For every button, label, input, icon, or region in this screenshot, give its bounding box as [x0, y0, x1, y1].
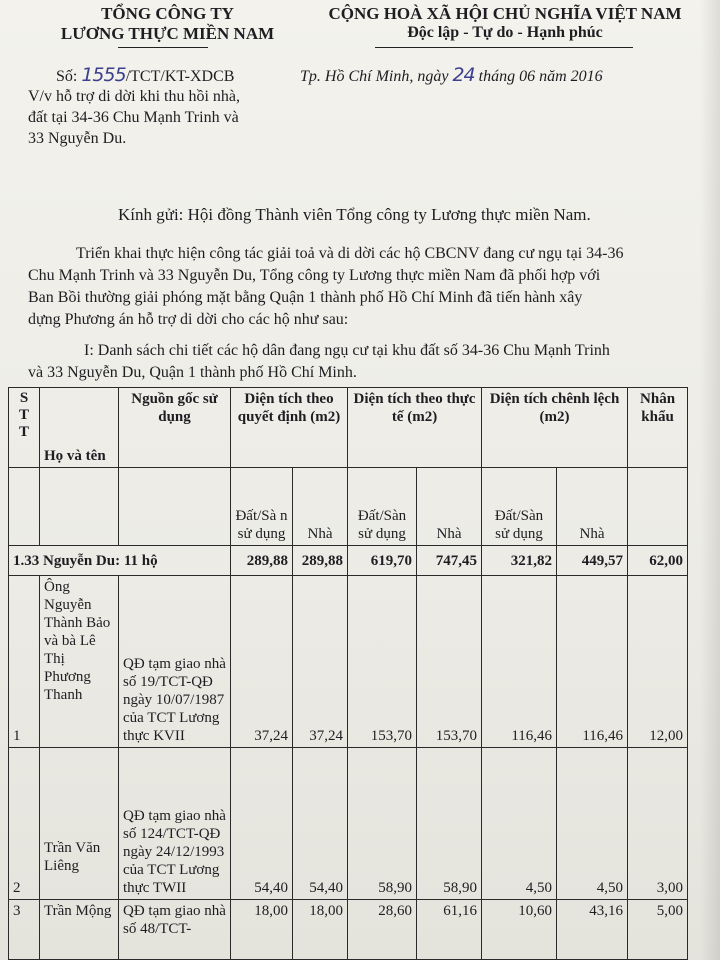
row-value: 61,16: [417, 900, 482, 960]
subject-line-2: đất tại 34-36 Chu Mạnh Trinh và: [28, 109, 239, 126]
issue-date: [300, 64, 603, 86]
nation-title: CỘNG HOÀ XÃ HỘI CHỦ NGHĨA VIỆT NAM: [328, 4, 682, 23]
group-value: 321,82: [482, 546, 557, 576]
group-value: 62,00: [628, 546, 688, 576]
date-rest: tháng 06 năm 2016: [474, 68, 603, 85]
body-line-1: Triển khai thực hiện công tác giải toả và di dời các hộ CBCNV đang cư ngụ tại 34-36: [76, 245, 624, 262]
row-value: 58,90: [348, 748, 417, 900]
col-header-diff-area: Diện tích chênh lệch (m2): [482, 388, 628, 468]
row-stt: 3: [9, 900, 40, 960]
subject-line-1: V/v hỗ trợ di dời khi thu hồi nhà,: [28, 88, 241, 105]
row-value: 28,60: [348, 900, 417, 960]
row-value: 4,50: [482, 748, 557, 900]
motto-underline: [375, 47, 633, 48]
ref-prefix: Số:: [56, 68, 82, 85]
org-name-line1: TỔNG CÔNG TY: [101, 4, 234, 23]
subheader-house-actual: Nhà: [417, 468, 482, 546]
row-value: 3,00: [628, 748, 688, 900]
row-name: Trần Mộng: [40, 900, 119, 960]
ref-suffix: /TCT/KT-XDCB: [125, 68, 235, 85]
section-heading: [28, 340, 610, 384]
section-line-1: I: Danh sách chi tiết các hộ dân đang ngụ cư tại khu đất số 34-36 Chu Mạnh Trinh: [84, 342, 610, 359]
row-name: Trần Văn Liêng: [40, 748, 119, 900]
col-header-actual-area: Diện tích theo thực tế (m2): [348, 388, 482, 468]
group-value: 289,88: [231, 546, 293, 576]
subject-line-3: 33 Nguyễn Du.: [28, 130, 127, 147]
row-origin: QĐ tạm giao nhà số 19/TCT-QĐ ngày 10/07/1987 của TCT Lương thực KVII: [119, 576, 231, 748]
subheader-land-diff: Đất/Sàn sử dụng: [482, 468, 557, 546]
subheader-empty: [628, 468, 688, 546]
subject-block: [28, 86, 240, 149]
row-value: 58,90: [417, 748, 482, 900]
org-name-line2: LƯƠNG THỰC MIỀN NAM: [60, 24, 275, 43]
table-row: [9, 576, 688, 748]
table-row: [9, 900, 688, 960]
body-line-3: Ban Bồi thường giải phóng mặt bằng Quận 1 thành phố Hồ Chí Minh đã tiến hành xây: [28, 289, 583, 306]
col-header-stt: S T T: [9, 388, 40, 468]
table-subheader-row: [9, 468, 688, 546]
row-value: 54,40: [293, 748, 348, 900]
date-handwritten-day: 24: [452, 64, 475, 86]
group-row: [9, 546, 688, 576]
subheader-land-actual: Đất/Sàn sử dụng: [348, 468, 417, 546]
date-prefix: Tp. Hồ Chí Minh, ngày: [300, 68, 453, 85]
row-value: 18,00: [231, 900, 293, 960]
row-value: 54,40: [231, 748, 293, 900]
group-label: 1.33 Nguyễn Du: 11 hộ: [9, 546, 231, 576]
row-value: 43,16: [557, 900, 628, 960]
row-value: 4,50: [557, 748, 628, 900]
row-value: 5,00: [628, 900, 688, 960]
group-value: 619,70: [348, 546, 417, 576]
group-value: 289,88: [293, 546, 348, 576]
page-edge-shadow: [700, 0, 720, 960]
col-header-origin: Nguồn gốc sử dụng: [119, 388, 231, 468]
subheader-land-decision: Đất/Sà n sử dụng: [231, 468, 293, 546]
subheader-empty: [9, 468, 40, 546]
body-paragraph: [28, 243, 623, 331]
subheader-empty: [40, 468, 119, 546]
row-value: 12,00: [628, 576, 688, 748]
nation-motto: Độc lập - Tự do - Hạnh phúc: [407, 24, 603, 41]
row-name: Ông Nguyễn Thành Bảo và bà Lê Thị Phương Thanh: [40, 576, 119, 748]
table-header-row: [9, 388, 688, 468]
salutation: Kính gửi: Hội đồng Thành viên Tổng công ty Lương thực miền Nam.: [118, 205, 591, 224]
row-origin: QĐ tạm giao nhà số 124/TCT-QĐ ngày 24/12/1993 của TCT Lương thực TWII: [119, 748, 231, 900]
row-value: 153,70: [417, 576, 482, 748]
body-line-2: Chu Mạnh Trinh và 33 Nguyễn Du, Tổng công ty Lương thực miền Nam đã phối hợp với: [28, 267, 601, 284]
subheader-house-diff: Nhà: [557, 468, 628, 546]
ref-handwritten-number: 1555: [81, 64, 126, 86]
row-value: 37,24: [293, 576, 348, 748]
col-header-people: Nhân khẩu: [628, 388, 688, 468]
col-header-name: Họ và tên: [40, 388, 119, 468]
row-value: 37,24: [231, 576, 293, 748]
row-value: 18,00: [293, 900, 348, 960]
org-underline: [118, 47, 208, 48]
ref-number: [56, 64, 234, 86]
row-value: 116,46: [482, 576, 557, 748]
group-value: 449,57: [557, 546, 628, 576]
group-value: 747,45: [417, 546, 482, 576]
households-table: [8, 387, 688, 960]
subheader-empty: [119, 468, 231, 546]
body-line-4: dựng Phương án hỗ trợ di dời cho các hộ như sau:: [28, 311, 349, 328]
subheader-house-decision: Nhà: [293, 468, 348, 546]
row-value: 153,70: [348, 576, 417, 748]
section-line-2: và 33 Nguyễn Du, Quận 1 thành phố Hồ Chí Minh.: [28, 364, 357, 381]
row-stt: 2: [9, 748, 40, 900]
row-stt: 1: [9, 576, 40, 748]
col-header-decision-area: Diện tích theo quyết định (m2): [231, 388, 348, 468]
row-origin: QĐ tạm giao nhà số 48/TCT-: [119, 900, 231, 960]
row-value: 10,60: [482, 900, 557, 960]
table-row: [9, 748, 688, 900]
row-value: 116,46: [557, 576, 628, 748]
